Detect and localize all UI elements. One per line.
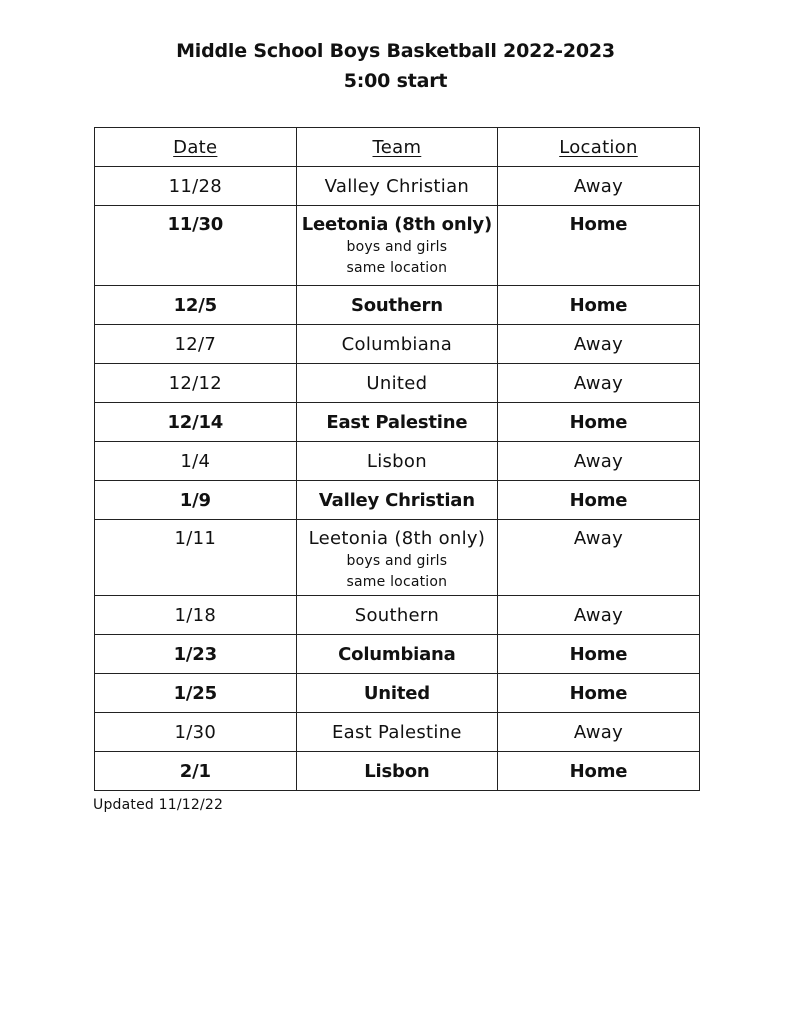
team-note: boys and girls same location [346, 239, 448, 276]
team-name: Columbiana [341, 333, 453, 355]
team-name: East Palestine [331, 721, 462, 743]
cell-date: 11/30 [95, 206, 297, 286]
cell-location: Home [498, 635, 700, 674]
schedule-table [94, 127, 700, 791]
updated-note: Updated 11/12/22 [93, 797, 224, 813]
cell-location: Away [498, 520, 700, 596]
cell-date: 1/25 [95, 674, 297, 713]
table-row [95, 325, 700, 364]
table-row [95, 403, 700, 442]
table-row [95, 674, 700, 713]
table-row [95, 206, 700, 286]
cell-team [296, 325, 498, 364]
cell-team [296, 403, 498, 442]
cell-date: 12/7 [95, 325, 297, 364]
cell-location: Home [498, 206, 700, 286]
table-row [95, 635, 700, 674]
table-row [95, 481, 700, 520]
table-row [95, 713, 700, 752]
team-name: United [366, 372, 428, 394]
table-row [95, 596, 700, 635]
cell-location: Away [498, 713, 700, 752]
team-name: East Palestine [326, 411, 468, 433]
cell-date: 1/9 [95, 481, 297, 520]
table-row [95, 286, 700, 325]
team-name: Southern [350, 294, 443, 316]
table-row [95, 520, 700, 596]
cell-date: 1/23 [95, 635, 297, 674]
cell-location: Home [498, 481, 700, 520]
cell-date: 2/1 [95, 752, 297, 791]
table-row [95, 364, 700, 403]
cell-date: 1/18 [95, 596, 297, 635]
cell-date: 1/30 [95, 713, 297, 752]
page-title: Middle School Boys Basketball 2022-2023 [176, 40, 615, 62]
cell-location: Home [498, 403, 700, 442]
cell-team [296, 635, 498, 674]
cell-date: 12/12 [95, 364, 297, 403]
cell-team [296, 286, 498, 325]
schedule-body [95, 167, 700, 791]
cell-team [296, 442, 498, 481]
cell-team [296, 596, 498, 635]
team-name: United [363, 682, 430, 704]
team-note: boys and girls same location [346, 553, 448, 590]
team-name: Southern [354, 604, 440, 626]
team-name: Valley Christian [324, 175, 470, 197]
cell-team [296, 752, 498, 791]
team-name: Valley Christian [318, 489, 475, 511]
team-name: Columbiana [338, 643, 456, 665]
table-header-row [95, 128, 700, 167]
cell-team [296, 481, 498, 520]
cell-date: 11/28 [95, 167, 297, 206]
team-name: Leetonia (8th only) [308, 528, 486, 549]
cell-location: Home [498, 752, 700, 791]
column-header-date: Date [95, 128, 297, 167]
cell-location: Away [498, 442, 700, 481]
team-name: Leetonia (8th only) [301, 214, 492, 235]
cell-location: Away [498, 167, 700, 206]
column-header-team: Team [296, 128, 498, 167]
table-row [95, 752, 700, 791]
cell-location: Away [498, 325, 700, 364]
start-time-subtitle: 5:00 start [343, 70, 448, 92]
team-name: Lisbon [364, 760, 430, 782]
cell-team [296, 364, 498, 403]
cell-team [296, 713, 498, 752]
cell-location: Away [498, 364, 700, 403]
cell-date: 12/5 [95, 286, 297, 325]
column-header-location: Location [498, 128, 700, 167]
cell-location: Home [498, 674, 700, 713]
table-row [95, 442, 700, 481]
cell-location: Home [498, 286, 700, 325]
table-row [95, 167, 700, 206]
cell-date: 1/4 [95, 442, 297, 481]
cell-date: 12/14 [95, 403, 297, 442]
cell-team [296, 206, 498, 286]
cell-team [296, 520, 498, 596]
cell-date: 1/11 [95, 520, 297, 596]
cell-team [296, 674, 498, 713]
cell-team [296, 167, 498, 206]
cell-location: Away [498, 596, 700, 635]
team-name: Lisbon [366, 450, 427, 472]
